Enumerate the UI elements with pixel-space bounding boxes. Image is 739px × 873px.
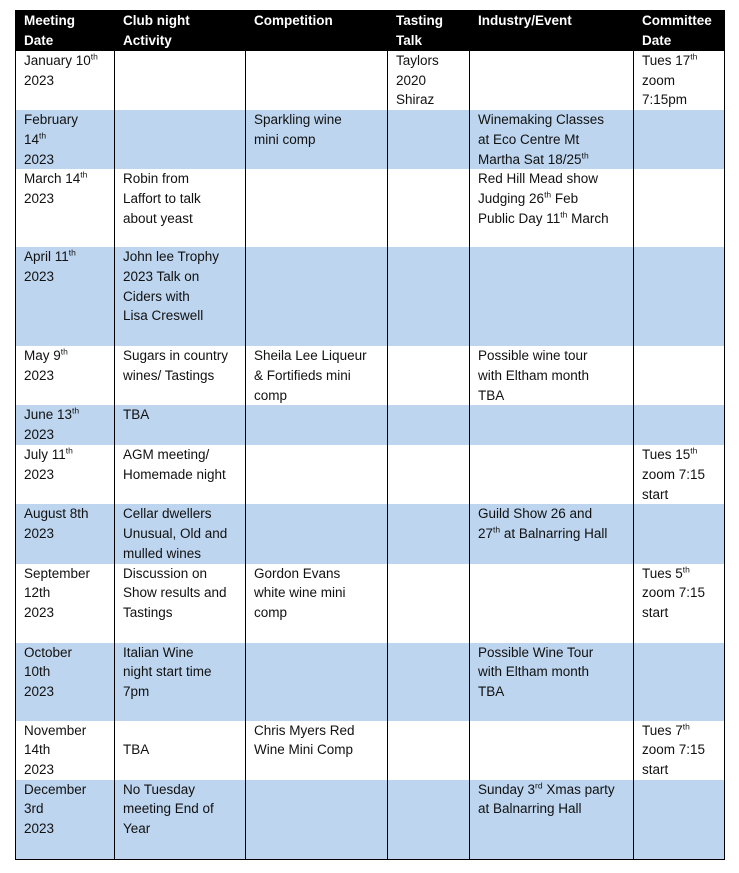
table-row — [16, 346, 725, 405]
header-committee-date: Committee Date — [634, 10, 725, 51]
committee-date-cell — [634, 110, 725, 169]
committee-date-cell — [634, 780, 725, 860]
committee-date-cell: Tues 17th zoom 7:15pm — [634, 51, 725, 110]
industry-event-cell: Winemaking Classes at Eco Centre Mt Martha Sat 18/25th — [470, 110, 634, 169]
club-night-activity-cell — [115, 51, 246, 110]
industry-event-cell: Red Hill Mead show Judging 26th Feb Public Day 11th March — [470, 169, 634, 247]
club-night-activity-cell: Cellar dwellers Unusual, Old and mulled wines — [115, 504, 246, 563]
tasting-talk-cell — [388, 169, 470, 247]
competition-cell — [246, 780, 388, 860]
industry-event-cell: Sunday 3rd Xmas party at Balnarring Hall — [470, 780, 634, 860]
meeting-date-cell: September 12th 2023 — [16, 564, 115, 643]
club-night-activity-cell: Italian Wine night start time 7pm — [115, 643, 246, 721]
meeting-date-cell: March 14th 2023 — [16, 169, 115, 247]
tasting-talk-cell — [388, 780, 470, 860]
committee-date-cell: Tues 7th zoom 7:15 start — [634, 721, 725, 780]
club-night-activity-cell: Robin from Laffort to talk about yeast — [115, 169, 246, 247]
meeting-date-cell: December 3rd 2023 — [16, 780, 115, 860]
industry-event-cell — [470, 51, 634, 110]
table-row — [16, 445, 725, 504]
tasting-talk-cell — [388, 247, 470, 346]
header-meeting-date: Meeting Date — [16, 10, 115, 51]
meeting-date-cell: January 10th 2023 — [16, 51, 115, 110]
industry-event-cell — [470, 721, 634, 780]
tasting-talk-cell — [388, 504, 470, 563]
club-night-activity-cell: John lee Trophy 2023 Talk on Ciders with Lisa Creswell — [115, 247, 246, 346]
meeting-date-cell: October 10th 2023 — [16, 643, 115, 721]
club-night-activity-cell: No Tuesday meeting End of Year — [115, 780, 246, 860]
table-row — [16, 721, 725, 780]
meeting-date-cell: August 8th 2023 — [16, 504, 115, 563]
industry-event-cell — [470, 405, 634, 445]
table-row — [16, 405, 725, 445]
meeting-date-cell: July 11th 2023 — [16, 445, 115, 504]
industry-event-cell — [470, 564, 634, 643]
schedule-body — [16, 51, 725, 859]
club-night-activity-cell: TBA — [115, 721, 246, 780]
competition-cell — [246, 405, 388, 445]
header-competition: Competition — [246, 10, 388, 51]
competition-cell — [246, 445, 388, 504]
committee-date-cell — [634, 346, 725, 405]
meeting-date-cell: November 14th 2023 — [16, 721, 115, 780]
competition-cell: Sheila Lee Liqueur & Fortifieds mini comp — [246, 346, 388, 405]
meeting-date-cell: April 11th 2023 — [16, 247, 115, 346]
header-club-night-activity: Club night Activity — [115, 10, 246, 51]
tasting-talk-cell — [388, 564, 470, 643]
industry-event-cell: Possible Wine Tour with Eltham month TBA — [470, 643, 634, 721]
tasting-talk-cell: Taylors 2020 Shiraz — [388, 51, 470, 110]
table-row — [16, 780, 725, 860]
industry-event-cell — [470, 247, 634, 346]
committee-date-cell — [634, 247, 725, 346]
industry-event-cell: Possible wine tour with Eltham month TBA — [470, 346, 634, 405]
tasting-talk-cell — [388, 110, 470, 169]
meeting-date-cell: May 9th 2023 — [16, 346, 115, 405]
competition-cell — [246, 169, 388, 247]
competition-cell — [246, 643, 388, 721]
meeting-date-cell: June 13th 2023 — [16, 405, 115, 445]
competition-cell: Chris Myers Red Wine Mini Comp — [246, 721, 388, 780]
competition-cell: Gordon Evans white wine mini comp — [246, 564, 388, 643]
header-industry-event: Industry/Event — [470, 10, 634, 51]
table-row — [16, 564, 725, 643]
industry-event-cell — [470, 445, 634, 504]
club-night-activity-cell — [115, 110, 246, 169]
committee-date-cell: Tues 15th zoom 7:15 start — [634, 445, 725, 504]
table-row — [16, 169, 725, 247]
table-row — [16, 247, 725, 346]
competition-cell: Sparkling wine mini comp — [246, 110, 388, 169]
tasting-talk-cell — [388, 721, 470, 780]
tasting-talk-cell — [388, 445, 470, 504]
committee-date-cell — [634, 169, 725, 247]
club-night-activity-cell: AGM meeting/ Homemade night — [115, 445, 246, 504]
meeting-date-cell: February 14th 2023 — [16, 110, 115, 169]
header-tasting-talk: Tasting Talk — [388, 10, 470, 51]
table-row — [16, 110, 725, 169]
industry-event-cell: Guild Show 26 and 27th at Balnarring Hall — [470, 504, 634, 563]
committee-date-cell — [634, 643, 725, 721]
competition-cell — [246, 51, 388, 110]
club-night-activity-cell: Discussion on Show results and Tastings — [115, 564, 246, 643]
club-night-activity-cell: Sugars in country wines/ Tastings — [115, 346, 246, 405]
club-night-activity-cell: TBA — [115, 405, 246, 445]
committee-date-cell — [634, 504, 725, 563]
table-row — [16, 51, 725, 110]
header-row — [16, 10, 725, 51]
tasting-talk-cell — [388, 405, 470, 445]
tasting-talk-cell — [388, 346, 470, 405]
committee-date-cell: Tues 5th zoom 7:15 start — [634, 564, 725, 643]
competition-cell — [246, 247, 388, 346]
table-row — [16, 504, 725, 563]
competition-cell — [246, 504, 388, 563]
meeting-schedule-table — [15, 10, 725, 860]
committee-date-cell — [634, 405, 725, 445]
tasting-talk-cell — [388, 643, 470, 721]
table-row — [16, 643, 725, 721]
